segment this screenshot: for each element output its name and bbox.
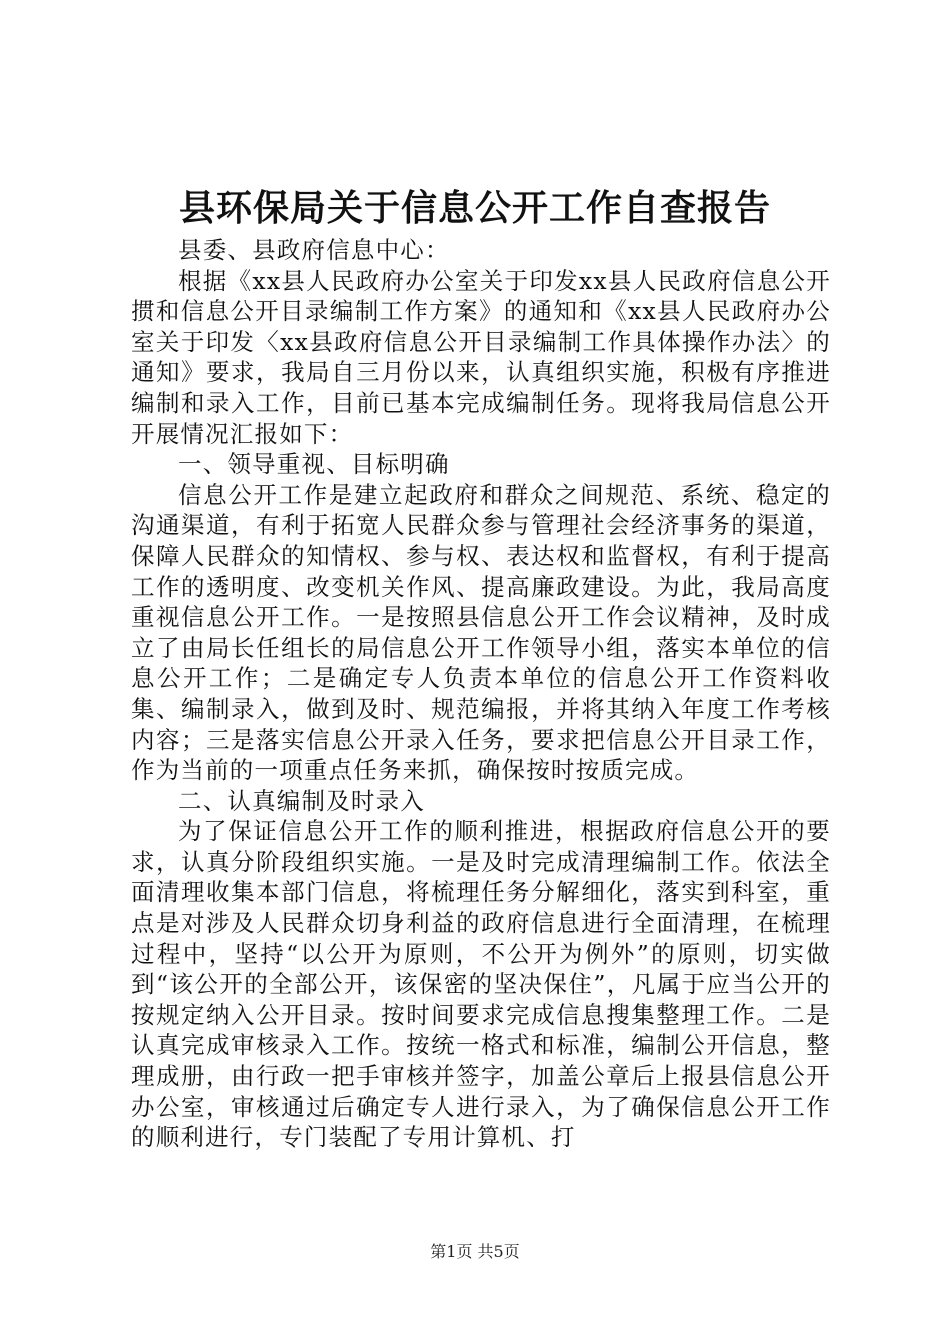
salutation: 县委、县政府信息中心： [178,236,450,264]
section-heading-2: 二、认真编制及时录入 [178,786,425,815]
paragraph-section-1: 信息公开工作是建立起政府和群众之间规范、系统、稳定的沟通渠道，有利于拓宽人民群众参与管理社会经济事务的渠道，保障人民群众的知情权、参与权、表达权和监督权，有利于提高工作的透明度、改变机关作风、提高廉政建设。为此，我局高度重视信息公开工作。一是按照县信息公开工作会议精神，及时成立了由局长任组长的局信息公开工作领导小组，落实本单位的信息公开工作；二是确定专人负责本单位的信息公开工作资料收集、编制录入，做到及时、规范编报，并将其纳入年度工作考核内容；三是落实信息公开录入任务，要求把信息公开目录工作，作为当前的一项重点任务来抓，确保按时按质完成。 [131,480,831,785]
document-body [131,235,831,1153]
paragraph-intro: 根据《xx县人民政府办公室关于印发xx县人民政府信息公开掼和信息公开目录编制工作方案》的通知和《xx县人民政府办公室关于印发〈xx县政府信息公开目录编制工作具体操作办法〉的通知》要求，我局自三月份以来，认真组织实施，积极有序推进编制和录入工作，目前已基本完成编制任务。现将我局信息公开开展情况汇报如下： [131,266,831,448]
document-title: 县环保局关于信息公开工作自查报告 [178,187,771,229]
paragraph-section-2: 为了保证信息公开工作的顺利推进，根据政府信息公开的要求，认真分阶段组织实施。一是及时完成清理编制工作。依法全面清理收集本部门信息，将梳理任务分解细化，落实到科室，重点是对涉及人民群众切身利益的政府信息进行全面清理，在梳理过程中，坚持“以公开为原则，不公开为例外”的原则，切实做到“该公开的全部公开，该保密的坚决保住”，凡属于应当公开的按规定纳入公开目录。按时间要求完成信息搜集整理工作。二是认真完成审核录入工作。按统一格式和标准，编制公开信息，整理成册，由行政一把手审核并签字，加盖公章后上报县信息公开办公室，审核通过后确定专人进行录入，为了确保信息公开工作的顺利进行，专门装配了专用计算机、打 [131,817,831,1152]
section-heading-1: 一、领导重视、目标明确 [178,450,450,479]
page-footer: 第1页 共5页 [430,1242,520,1261]
